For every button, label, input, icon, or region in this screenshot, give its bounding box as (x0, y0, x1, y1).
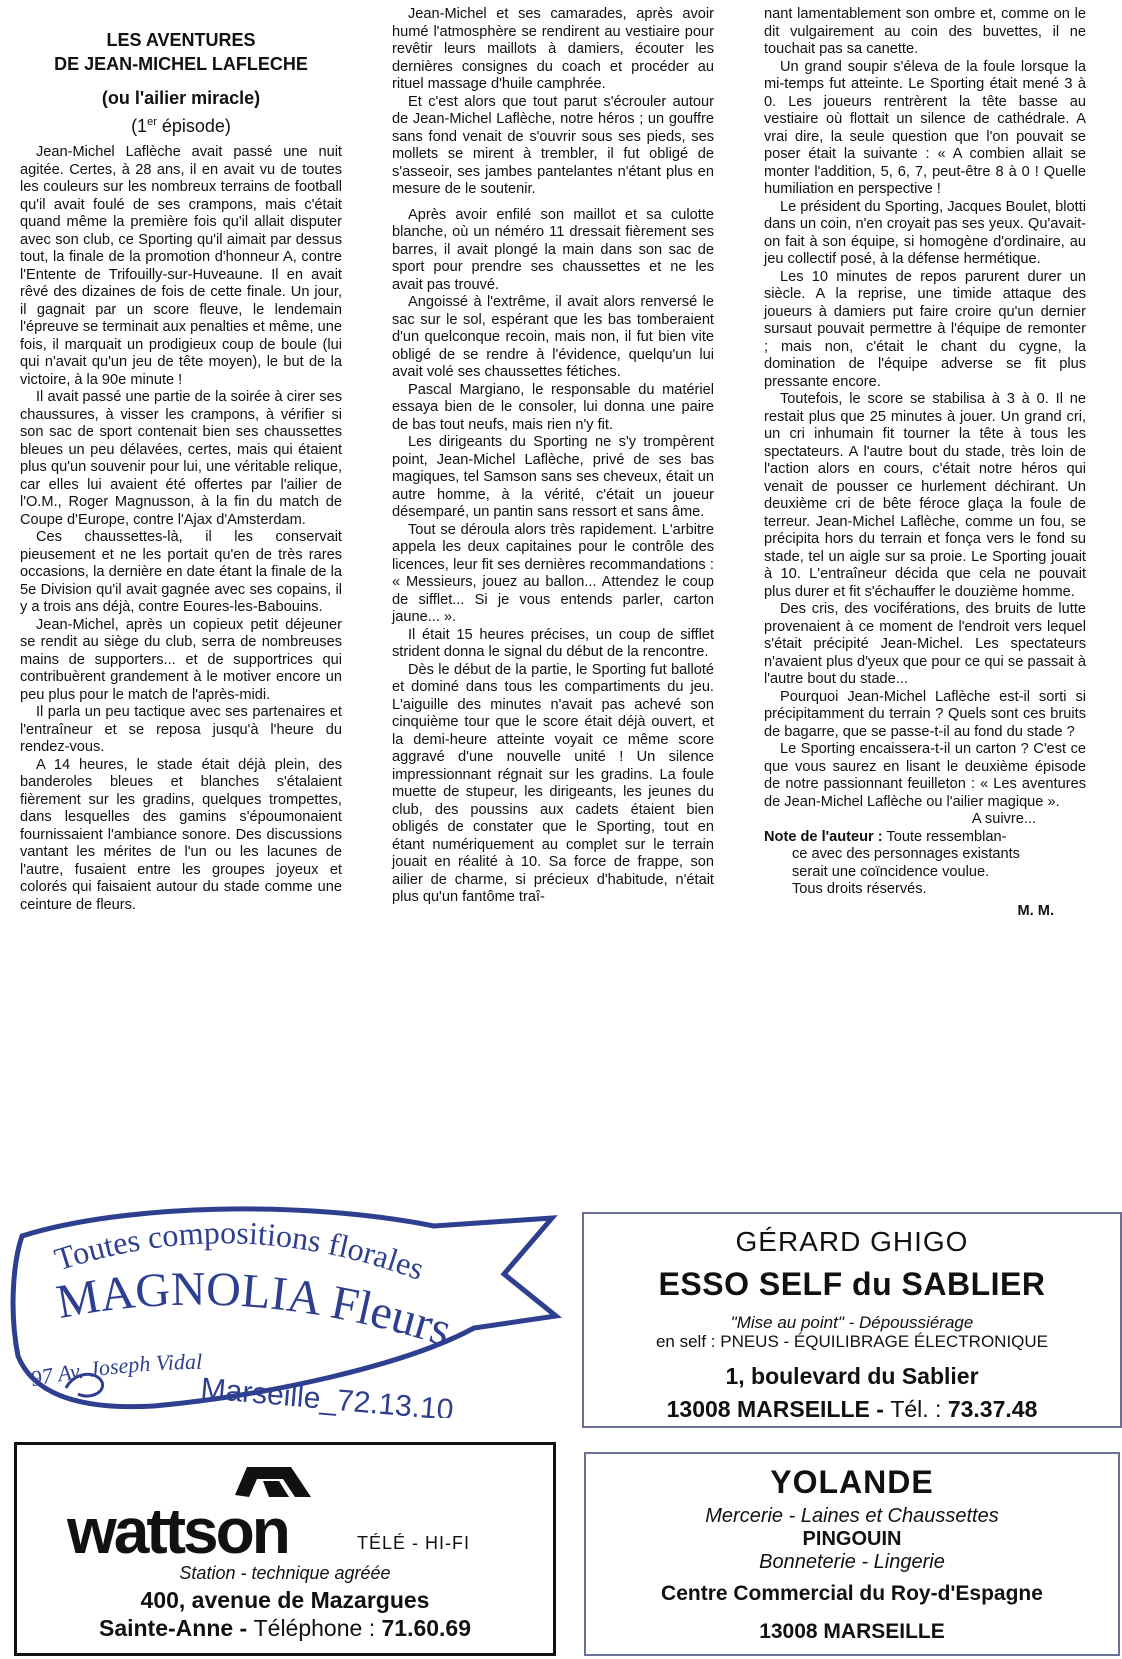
paragraph: Ces chaussettes-là, il les conservait pieusement et ne les portait qu'en de très rares occasions, la dernière en date étant la finale de la 5e Division qu'il avait gagnée avec ses copains, il y a trois ans déjà, contre Eoures-les-Babouins. (20, 529, 342, 615)
esso-services-2: en self : PNEUS - ÉQUILIBRAGE ÉLECTRONIQUE (655, 1332, 1049, 1351)
florist-ad (4, 1196, 564, 1418)
article-episode: (1er épisode) (131, 116, 231, 136)
paragraph: Il avait passé une partie de la soirée à cirer ses chaussures, à visser les crampons, à vérifier si son sac de sport contenait bien ses chaussettes bleues un peu délavées, certes, mais qui étaient plus qu'un souvenir pour lui, une véritable relique, car elles lui avaient été offertes par l'ailier de l'O.M., Roger Magnusson, à la fin du match de Coupe d'Europe, contre l'Ajax d'Amsterdam. (20, 389, 342, 528)
paragraph: Le président du Sporting, Jacques Boulet, blotti dans un coin, n'en croyait pas ses yeux. Qu'avait-on fait à son équipe, si homogène d'ordinaire, au jeu collectif posé, à la défense hermétique. (764, 198, 1086, 267)
wattson-address: 400, avenue de Mazargues (140, 1587, 430, 1613)
author-note-line: ce avec des personnages existants (792, 846, 1020, 862)
yolande-line: PINGOUIN (802, 1528, 902, 1550)
paragraph: Les dirigeants du Sporting ne s'y trompèrent point, Jean-Michel Laflèche, privé de ses bas magiques, tel Samson sans ses cheveux, était un autre homme, à la vérité, c'était un joueur désemparé, un pantin sans ressort et sans âme. (392, 434, 714, 520)
ribbon-banner-icon (4, 1196, 564, 1418)
wattson-city-phone: Sainte-Anne - Téléphone : 71.60.69 (98, 1615, 472, 1641)
paragraph: Et c'est alors que tout parut s'écrouler autour de Jean-Michel Laflèche, notre héros ; un gouffre sans fond venait de s'ouvrir sous ses pieds, ses mollets se mirent à trembler, il fut obligé de s'asseoir, ses jambes pantelantes n'étant plus en mesure de le soutenir. (392, 93, 714, 197)
article-title-line-1: LES AVENTURES (106, 30, 256, 50)
paragraph: A 14 heures, le stade était déjà plein, des banderoles bleues et blanches s'étalaient fièrement sur les gradins, quelques trompettes, dans lesquelles des gamins s'époumonaient fournissaient l'ambiance sonore. Des discussions vantant les mérites de l'un ou les lacunes de l'autre, fusaient entre les groupes joyeux et colorés qui faisaient autour du stade comme une ceinture de fleurs. (20, 756, 342, 913)
article-column-3 (764, 6, 1086, 920)
florist-city-phone: Marseille_72.13.10 (199, 1372, 455, 1418)
paragraph: Jean-Michel et ses camarades, après avoir humé l'atmosphère se rendirent au vestiaire pour revêtir leurs maillots à damiers, écouter les dernières consignes du coach et procéder au rituel massage d'huile camphrée. (392, 6, 714, 92)
wattson-logo (67, 1459, 367, 1559)
article-title-line-2: DE JEAN-MICHEL LAFLECHE (54, 54, 308, 74)
florist-address: 97 Av. Joseph Vidal (28, 1348, 203, 1392)
paragraph: Pourquoi Jean-Michel Laflèche est-il sorti si précipitamment du terrain ? Quels sont ces bruits de bagarre, que se passe-t-il au fond du stade ? (764, 688, 1086, 740)
paragraph: Des cris, des vociférations, des bruits de lutte provenaient à ce moment de l'endroit vers lequel s'était précipité Jean-Michel. Les spectateurs n'avaient plus d'yeux que pour ce qui se passait à l'autre bout du stade... (764, 601, 1086, 687)
yolande-line: Bonneterie - Lingerie (759, 1551, 945, 1573)
florist-brand: MAGNOLIA Fleurs (52, 1262, 458, 1357)
paragraph: Jean-Michel Laflèche avait passé une nuit agitée. Certes, à 28 ans, il en avait vu de toutes les couleurs sur les nombreux terrains de football qu'il avait foulé de ses crampons, mais c'était quand même la première fois qu'il allait disputer avec son club, ce Sporting qu'il aimait par dessus tout, la finale de la promotion d'honneur A, contre l'Entente de Trifouilly-sur-Huveaune. Il en avait rêvé des dizaines de fois de cette finale. Un jour, il gagnait par un score fleuve, le lendemain l'épreuve se terminait aux penalties et même, une fois, il marquait un prodigieux coup de boule (lui qui n'avait qu'un jeu de tête moyen), le but de la victoire, à la 90e minute ! (20, 144, 342, 388)
author-note-line: Tous droits réservés. (792, 881, 927, 897)
paragraph: Jean-Michel, après un copieux petit déjeuner se rendit au siège du club, serra de nombreuses mains de supporters... et de supportrices qui contribuèrent grandement à le motiver encore un peu plus pour le match de l'après-midi. (20, 616, 342, 703)
paragraph: Il était 15 heures précises, un coup de sifflet strident donna le signal du début de la rencontre. (392, 626, 714, 660)
wattson-station: Station - technique agréée (179, 1563, 391, 1583)
yolande-name: YOLANDE (770, 1464, 934, 1500)
article-column-1 (20, 6, 342, 914)
article-subtitle: (ou l'ailier miracle) (101, 88, 261, 108)
paragraph: Pascal Margiano, le responsable du matériel essaya bien de le consoler, lui donna une paire de bas tout neufs, mais rien n'y fit. (392, 381, 714, 433)
to-be-continued: A suivre... (971, 811, 1036, 827)
paragraph: Après avoir enfilé son maillot et sa culotte blanche, où un néméro 11 dressait fièrement ses barres, il avait plongé la main dans son sac de sport pour prendre ses chaussettes et ne les avait pas trouvé. (392, 206, 714, 293)
yolande-ad (584, 1452, 1120, 1656)
wattson-brand: wattson (67, 1495, 288, 1559)
author-note: Note de l'auteur : Toute ressemblan- (764, 828, 1007, 845)
wattson-ad (14, 1442, 556, 1656)
paragraph: Le Sporting encaissera-t-il un carton ? C'est ce que vous saurez en lisant le deuxième épisode de notre passionnant feuilleton : « Les aventures de Jean-Michel Laflèche ou l'ailier magique ». (764, 741, 1086, 810)
yolande-line: Mercerie - Laines et Chaussettes (705, 1505, 999, 1527)
paragraph: Tout se déroula alors très rapidement. L'arbitre appela les deux capitaines pour le contrôle des licences, leur fit ses dernières recommandations : « Messieurs, jouez au ballon... Attendez le coup de sifflet... Si je vous entends parler, carton jaune... ». (392, 521, 714, 625)
paragraph: Il parla un peu tactique avec ses partenaires et l'entraîneur et se reposa jusqu'à l'heure du rendez-vous. (20, 704, 342, 755)
author-note-line: serait une coïncidence voulue. (792, 863, 990, 880)
wattson-tele-hifi: TÉLÉ - HI-FI (357, 1533, 471, 1553)
esso-ad (582, 1212, 1122, 1428)
paragraph: nant lamentablement son ombre et, comme on le dit vulgairement au coin des buvettes, il ne touchait pas sa canette. (764, 6, 1086, 57)
yolande-line: 13008 MARSEILLE (759, 1620, 945, 1643)
florist-tagline: Toutes compositions florales (50, 1214, 429, 1287)
esso-services: "Mise au point" - Dépoussiérage (730, 1313, 974, 1332)
yolande-line: Centre Commercial du Roy-d'Espagne (661, 1582, 1043, 1605)
esso-address: 1, boulevard du Sablier (725, 1363, 979, 1389)
article-column-2 (392, 6, 714, 907)
esso-owner: GÉRARD GHIGO (735, 1226, 969, 1257)
esso-name: ESSO SELF du SABLIER (658, 1266, 1046, 1302)
paragraph: Angoissé à l'extrême, il avait alors renversé le sac sur le sol, espérant que les bas tomberaient d'un quelconque recoin, mais non, il fut bien vite obligé de se rendre à l'évidence, quelqu'un lui avait volé ses chaussettes fétiches. (392, 294, 714, 380)
paragraph: Les 10 minutes de repos parurent durer un siècle. A la reprise, une timide attaque des joueurs à damiers put faire croire qu'un dernier sursaut pouvait permettre à l'équipe de remonter ; mais non, c'était le chant du cygne, la domination de l'équipe adverse se fit plus pressante encore. (764, 268, 1086, 390)
esso-city-phone: 13008 MARSEILLE - Tél. : 73.37.48 (666, 1396, 1038, 1422)
paragraph: Toutefois, le score se stabilisa à 3 à 0. Il ne restait plus que 25 minutes à jouer. Un grand cri, un cri inhumain fit tourner la tête à tous les spectateurs. A l'autre bout du stade, très loin de l'action alors en cours, c'était notre héros qui venait de pousser ce hurlement déchirant. Un deuxième cri de bête féroce glaça la foule de terreur. Jean-Michel Laflèche, comme un fou, se précipita hors du terrain et fonça vers le fond su stade, tel un aigle sur sa proie. Le Sporting jouait à 10. L'entraîneur décida que cela ne pouvait plus durer et fit s'échauffer le douzième homme. (764, 391, 1086, 600)
signature: M. M. (1017, 902, 1054, 919)
paragraph: Un grand soupir s'éleva de la foule lorsque la mi-temps fut atteinte. Le Sporting était mené 3 à 0. Les joueurs rentrèrent la tête basse au vestiaire où flottait un silence de cathédrale. A vrai dire, la seule question que l'on pouvait se poser était la suivante : « A combien allait se monter l'addition, 5, 6, 7, peut-être 8 à 0 ! Quelle humiliation en perspective ! (764, 58, 1086, 197)
paragraph: Dès le début de la partie, le Sporting fut balloté et dominé dans tous les compartiments du jeu. L'aiguille des minutes n'avait pas achevé son cinquième tour que le score était déjà ouvert, et la demi-heure atteinte voyait ce même score aggravé d'une nouvelle unité ! Un silence impressionnant régnait sur les gradins. La foule muette de stupeur, les dirigeants, les jeunes du club, des poussins aux cadets étaient bien obligés de constater que le Sporting, tout en étant numériquement au complet sur le terrain jouait en réalité à 10. Sa force de frappe, son ailier de charme, si précieux d'habitude, n'était plus qu'un fantôme traî- (392, 661, 714, 905)
